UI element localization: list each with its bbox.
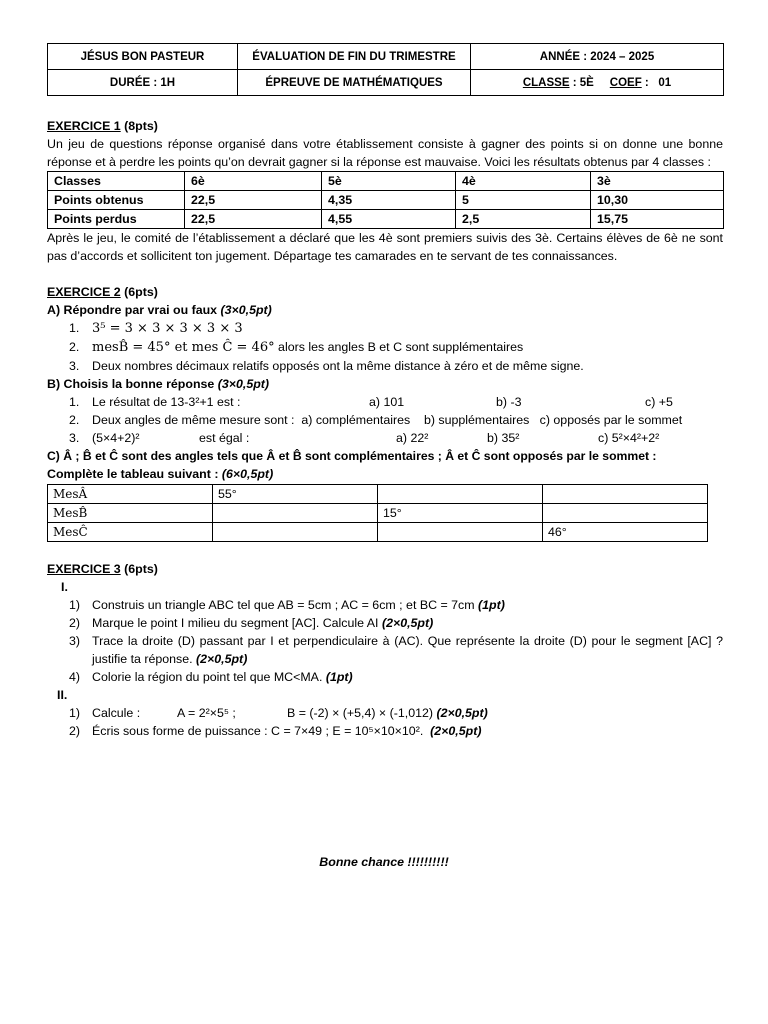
table-cell: Points perdus — [48, 210, 185, 229]
table-cell[interactable]: 55° — [213, 485, 378, 504]
table-row — [48, 210, 724, 229]
table-row — [48, 485, 708, 504]
table-cell: 4è — [456, 172, 591, 191]
school-year: ANNÉE : 2024 – 2025 — [471, 44, 724, 70]
table-cell: 5è — [322, 172, 456, 191]
exercise-2-title: EXERCICE 2 (6pts) — [47, 285, 158, 299]
part-b-list — [47, 393, 723, 447]
scores-table — [47, 171, 724, 229]
part-c-text: C) Â ; B̂ et Ĉ sont des angles tels que Â et B̂ sont complémentaires ; Â et Ĉ sont opposés par le sommet : — [47, 449, 657, 463]
table-cell: 2,5 — [456, 210, 591, 229]
class-coef — [471, 70, 724, 96]
list-item: 2. Deux angles de même mesure sont : a) complémentaires b) supplémentaires c) opposés par le sommet — [69, 413, 683, 427]
list-item: 1. 3⁵ = 3 × 3 × 3 × 3 × 3 — [69, 321, 243, 336]
list-item: 4) Colorie la région du point tel que MC<MA. (1pt) — [69, 670, 353, 684]
exercise-1-title: EXERCICE 1 (8pts) — [47, 119, 158, 133]
part-i-list — [47, 596, 723, 686]
list-item: 1) Construis un triangle ABC tel que AB = 5cm ; AC = 6cm ; et BC = 7cm (1pt) — [69, 598, 505, 612]
part-i-label: I. — [61, 580, 68, 594]
list-item: 2) Marque le point I milieu du segment [AC]. Calcule AI (2×0,5pt) — [69, 616, 434, 630]
part-ii-list — [47, 704, 723, 740]
list-item: 1) Calcule : A = 2²×5⁵ ; B = (-2) × (+5,4) × (-1,012) (2×0,5pt) — [69, 706, 488, 720]
table-row — [48, 172, 724, 191]
table-cell[interactable] — [378, 523, 543, 542]
class-label: CLASSE — [522, 76, 570, 89]
closing-message: Bonne chance !!!!!!!!!! — [319, 855, 449, 869]
table-cell[interactable]: 15° — [378, 504, 543, 523]
header-table — [47, 43, 724, 96]
part-c-instruction: Complète le tableau suivant : (6×0,5pt) — [47, 467, 274, 481]
table-cell[interactable] — [213, 523, 378, 542]
table-cell: MesĈ — [48, 523, 213, 542]
table-cell: 22,5 — [185, 210, 322, 229]
exercise-1-conclusion: Après le jeu, le comité de l’établissement a déclaré que les 4è sont premiers suivis des 3è. Certains élèves de 6è ne sont pas d’accords et sollicitent ton jugement. Départage tes camarades en te servant de tes connaissances. — [47, 231, 723, 263]
list-item: 3. Deux nombres décimaux relatifs opposés ont la même distance à zéro et de même signe. — [69, 359, 584, 373]
coef-label: COEF — [609, 76, 642, 89]
class-value: : 5È — [569, 76, 594, 89]
table-row — [48, 504, 708, 523]
evaluation-title: ÉVALUATION DE FIN DU TRIMESTRE — [238, 44, 471, 70]
table-cell: 4,55 — [322, 210, 456, 229]
table-cell: 10,30 — [591, 191, 724, 210]
table-cell: 3è — [591, 172, 724, 191]
table-cell: Points obtenus — [48, 191, 185, 210]
angles-table — [47, 484, 708, 542]
exercise-1-intro: Un jeu de questions réponse organisé dans votre établissement consiste à gagner des points si on donne une bonne réponse et à perdre les points qu’on devrait gagner si la réponse est mauvaise. Voici les résultats obtenus par 4 classes : — [47, 137, 723, 169]
table-cell[interactable]: 46° — [543, 523, 708, 542]
list-item: 3) Trace la droite (D) passant par I et perpendiculaire à (AC). Que représente la droite (D) pour le segment [AC] ? justifie ta réponse. (2×0,5pt) — [69, 634, 723, 666]
table-cell: Classes — [48, 172, 185, 191]
list-item: 3. (5×4+2)² est égal : a) 22² b) 35² c) 5²×4²+2² — [69, 431, 660, 445]
table-cell[interactable] — [378, 485, 543, 504]
table-row — [48, 523, 708, 542]
duration: DURÉE : 1H — [48, 70, 238, 96]
subject: ÉPREUVE DE MATHÉMATIQUES — [238, 70, 471, 96]
table-cell: 6è — [185, 172, 322, 191]
table-cell[interactable] — [543, 485, 708, 504]
list-item: 2) Écris sous forme de puissance : C = 7×49 ; E = 10⁵×10×10². (2×0,5pt) — [69, 724, 482, 738]
table-cell: 5 — [456, 191, 591, 210]
table-cell: 15,75 — [591, 210, 724, 229]
table-row — [48, 191, 724, 210]
table-cell: MesB̂ — [48, 504, 213, 523]
table-cell[interactable] — [543, 504, 708, 523]
table-cell: 4,35 — [322, 191, 456, 210]
table-cell[interactable] — [213, 504, 378, 523]
table-cell: 22,5 — [185, 191, 322, 210]
school-name: JÉSUS BON PASTEUR — [48, 44, 238, 70]
list-item: 2. mesB̂ = 45° et mes Ĉ = 46° alors les angles B et C sont supplémentaires — [69, 340, 524, 355]
exam-page — [47, 43, 723, 740]
table-cell: MesÂ — [48, 485, 213, 504]
coef-value: : 01 — [641, 76, 672, 89]
part-b-title: B) Choisis la bonne réponse (3×0,5pt) — [47, 377, 270, 391]
exercise-3-title: EXERCICE 3 (6pts) — [47, 562, 158, 576]
part-ii-label: II. — [57, 688, 68, 702]
list-item: 1. Le résultat de 13-3²+1 est : a) 101 b) -3 c) +5 — [69, 395, 673, 409]
part-a-list — [47, 319, 723, 375]
part-a-title: A) Répondre par vrai ou faux (3×0,5pt) — [47, 303, 272, 317]
